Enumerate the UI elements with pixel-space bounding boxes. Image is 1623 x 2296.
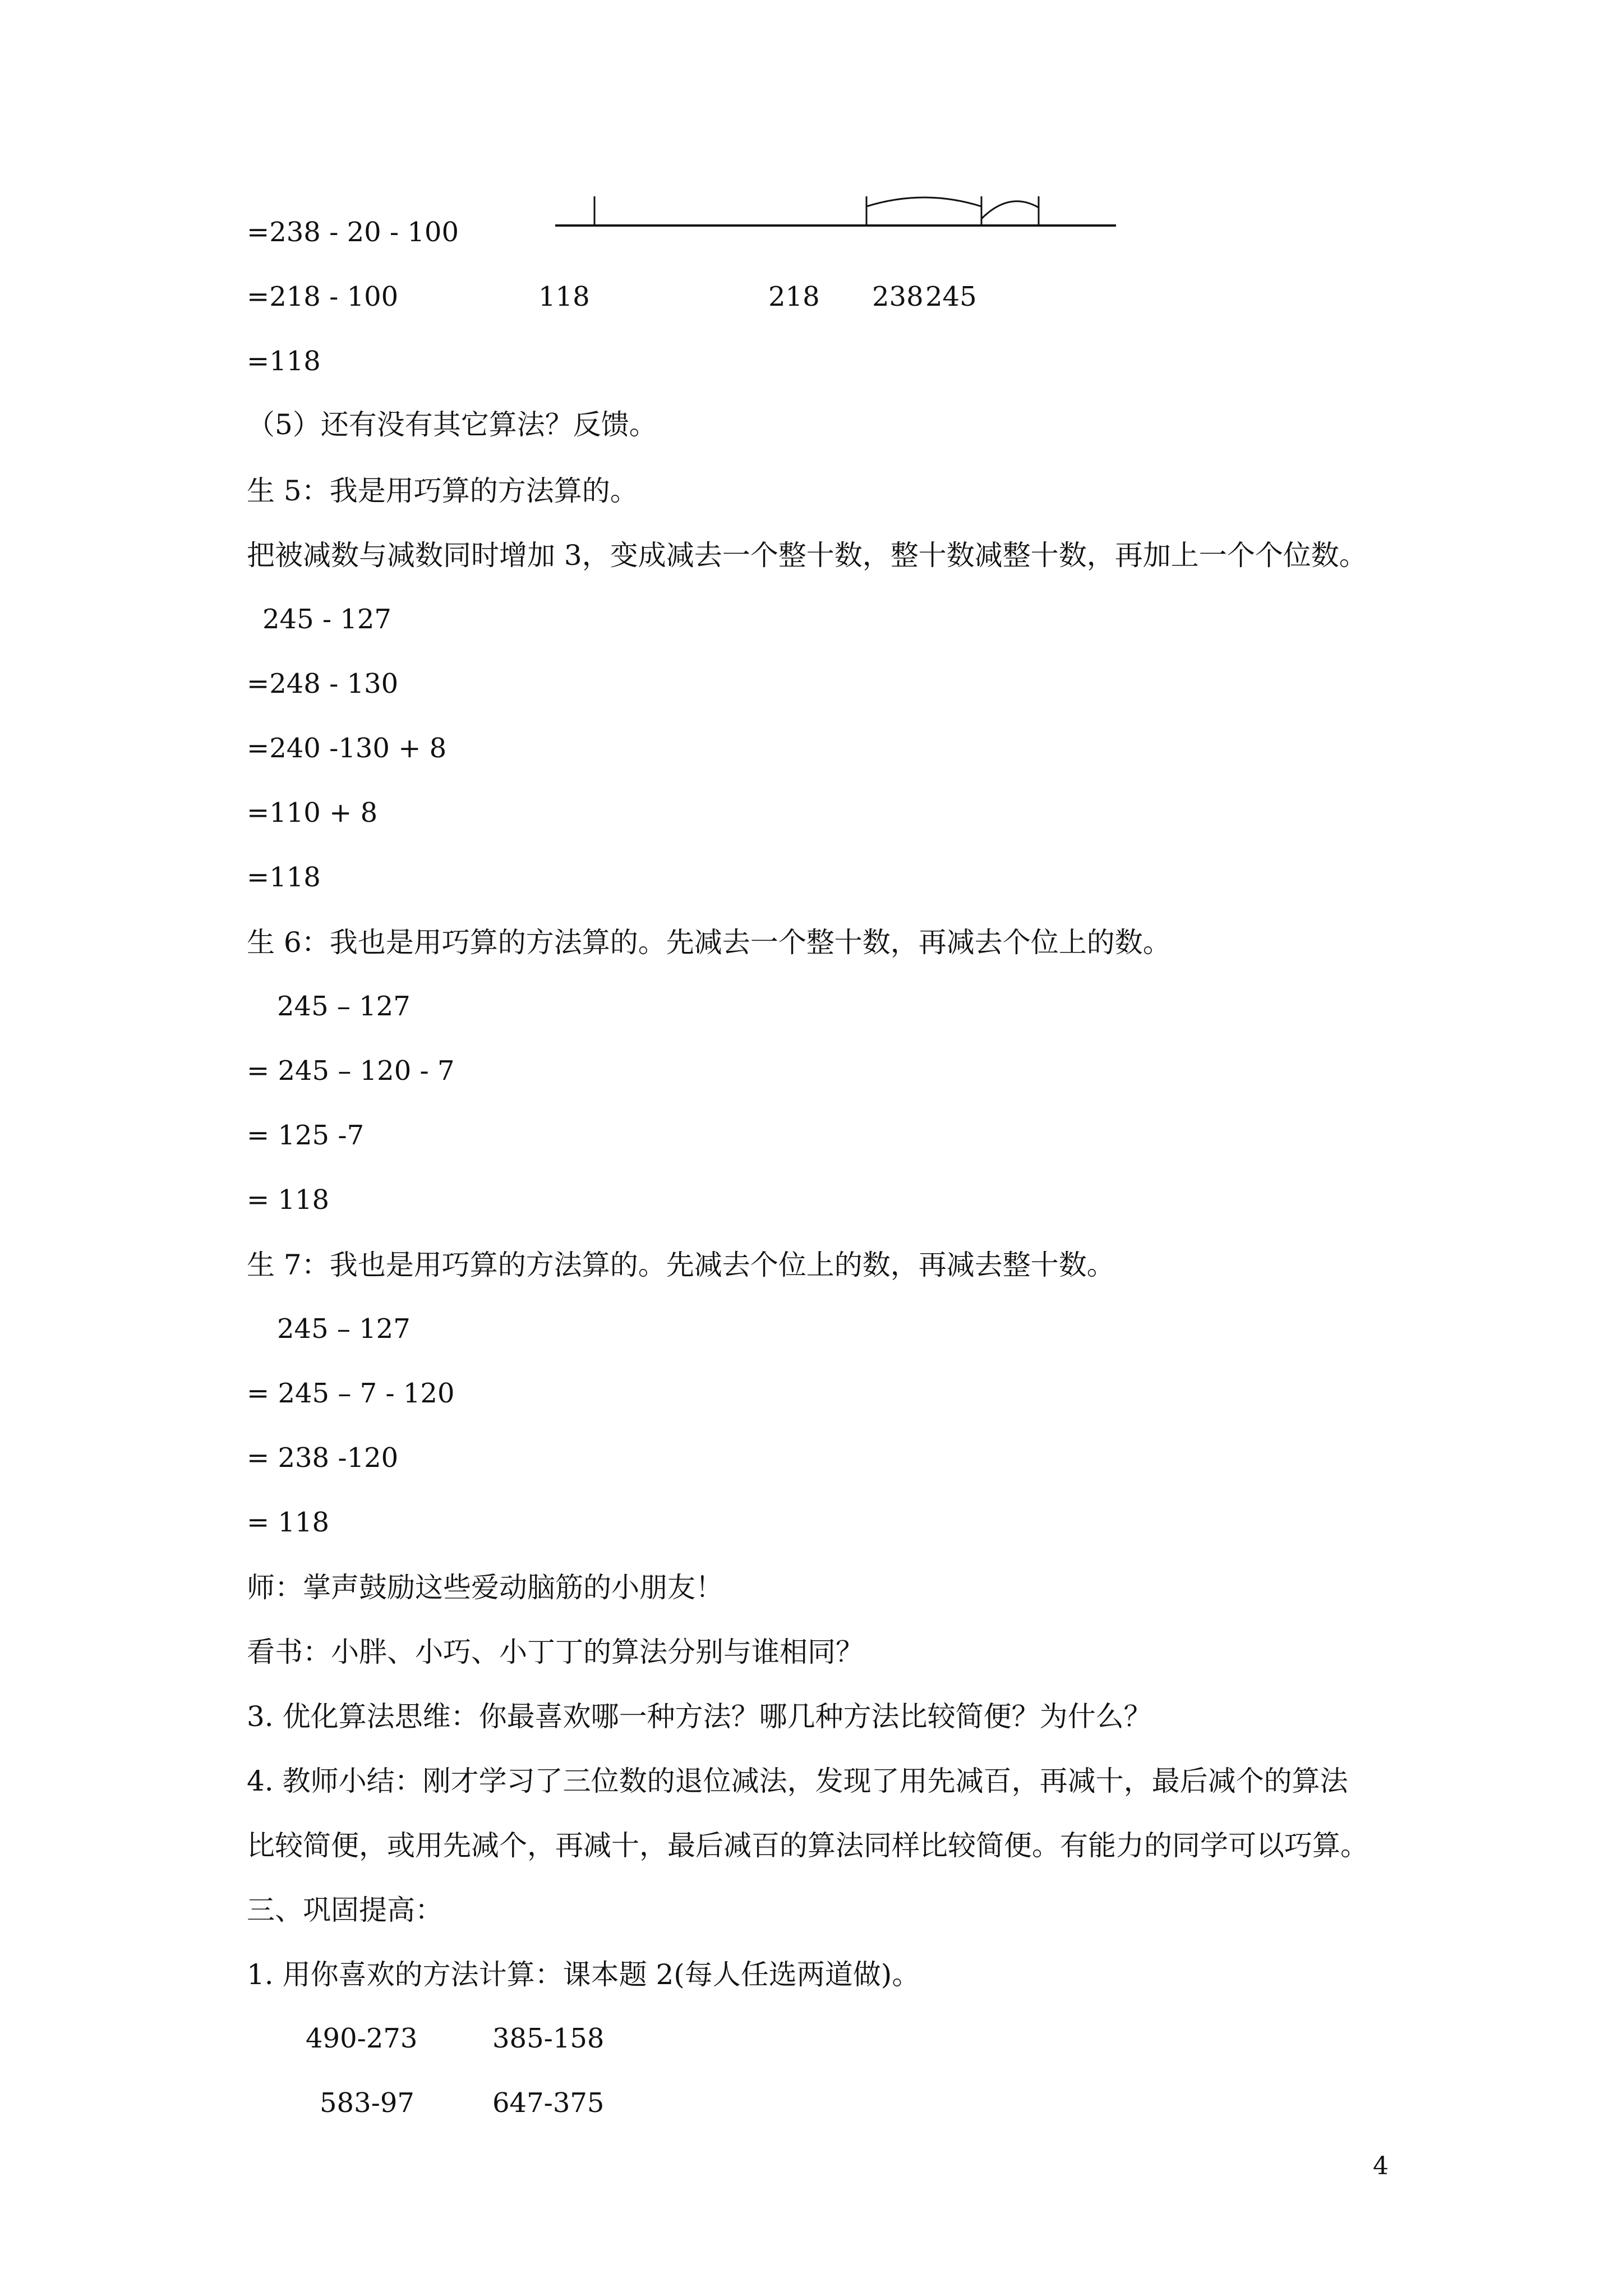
s7-step-1: 245 – 127 xyxy=(277,1313,411,1345)
section-3-heading: 三、巩固提高： xyxy=(247,1894,443,1926)
number-line-label-238: 238 xyxy=(872,281,924,312)
question-5: （5）还有没有其它算法？反馈。 xyxy=(247,408,657,441)
exercise-2b: 647-375 xyxy=(492,2087,605,2119)
s7-step-2: = 245 – 7 - 120 xyxy=(247,1378,455,1409)
jump-arc-7 xyxy=(981,201,1039,219)
item-4-line-1: 4. 教师小结：刚才学习了三位数的退位减法，发现了用先减百，再减十，最后减个的算法 xyxy=(247,1765,1348,1797)
teacher-line: 师：掌声鼓励这些爱动脑筋的小朋友！ xyxy=(247,1571,723,1604)
page-number: 4 xyxy=(1373,2152,1389,2180)
number-line-label-245: 245 xyxy=(925,281,977,312)
s7-step-4: = 118 xyxy=(247,1507,330,1538)
item-3: 3. 优化算法思维：你最喜欢哪一种方法？哪几种方法比较简便？为什么？ xyxy=(247,1700,1152,1733)
number-line-label-118: 118 xyxy=(538,281,590,312)
s6-step-4: = 118 xyxy=(247,1184,330,1216)
calc-line-1: =238 - 20 - 100 xyxy=(247,217,459,248)
jump-arc-20 xyxy=(866,197,981,206)
student-7-line: 生 7：我也是用巧算的方法算的。先减去个位上的数，再减去整十数。 xyxy=(247,1249,1115,1281)
s5-step-4: =110 + 8 xyxy=(247,797,378,829)
exercise-1a: 490-273 xyxy=(306,2023,418,2054)
book-line: 看书：小胖、小巧、小丁丁的算法分别与谁相同？ xyxy=(247,1636,864,1668)
item-4-line-2: 比较简便，或用先减个，再减十，最后减百的算法同样比较简便。有能力的同学可以巧算。 xyxy=(247,1829,1368,1862)
s7-step-3: = 238 -120 xyxy=(247,1442,399,1474)
s6-step-2: = 245 – 120 - 7 xyxy=(247,1055,455,1087)
student-5-line: 生 5：我是用巧算的方法算的。 xyxy=(247,475,638,507)
s5-step-5: =118 xyxy=(247,862,321,893)
s5-step-2: =248 - 130 xyxy=(247,668,399,700)
exercise-1b: 385-158 xyxy=(492,2023,605,2054)
student-6-line: 生 6：我也是用巧算的方法算的。先减去一个整十数，再减去个位上的数。 xyxy=(247,926,1171,959)
number-line-label-218: 218 xyxy=(768,281,820,312)
s6-step-3: = 125 -7 xyxy=(247,1120,365,1151)
s6-step-1: 245 – 127 xyxy=(277,991,411,1022)
s5-step-1: 245 - 127 xyxy=(262,604,391,635)
exercise-2a: 583-97 xyxy=(320,2087,414,2119)
calc-line-2: =218 - 100 xyxy=(247,281,399,312)
s5-step-3: =240 -130 + 8 xyxy=(247,733,447,764)
exercise-1-line: 1. 用你喜欢的方法计算：课本题 2(每人任选两道做)。 xyxy=(247,1958,920,1991)
number-line xyxy=(550,191,1122,236)
student-5-desc: 把被减数与减数同时增加 3，变成减去一个整十数，整十数减整十数，再加上一个个位数。 xyxy=(247,539,1367,572)
calc-line-3: =118 xyxy=(247,346,321,377)
